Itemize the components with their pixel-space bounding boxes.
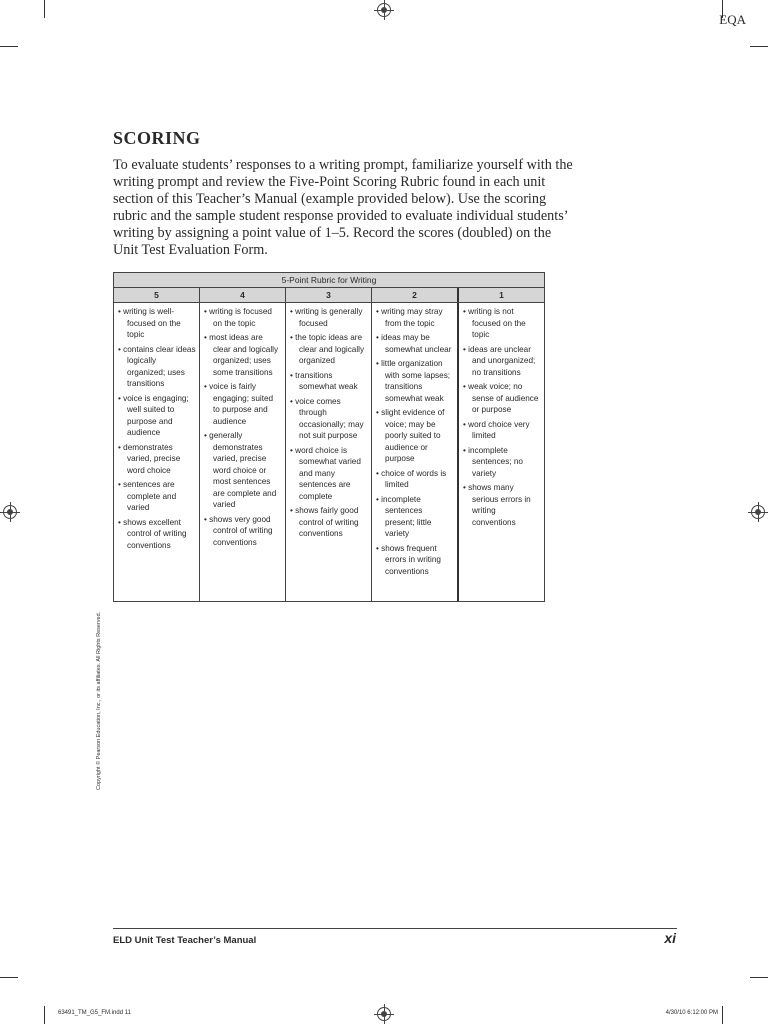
criterion-lead: voice is bbox=[123, 393, 151, 403]
registration-mark-icon bbox=[377, 3, 391, 17]
criterion-text: shows frequent errors in writing conventions bbox=[381, 543, 441, 576]
criterion-text: varied, precise word choice bbox=[127, 454, 181, 475]
rubric-criterion bbox=[204, 306, 282, 329]
criterion-lead: voice comes bbox=[295, 396, 341, 406]
rubric-criterion bbox=[118, 517, 196, 552]
registration-mark-icon bbox=[377, 1007, 391, 1021]
rubric-criterion bbox=[376, 468, 454, 491]
criterion-text: control of writing conventions bbox=[299, 517, 359, 538]
rubric-criterion bbox=[204, 332, 282, 378]
criterion-lead: contains clear bbox=[123, 344, 174, 354]
criterion-text: demonstrates varied, precise word choice or most sentences are complete and varied bbox=[213, 442, 277, 509]
registration-mark-icon bbox=[3, 505, 17, 519]
criterion-text: ideas are unclear and unorganized; no transitions bbox=[468, 344, 536, 377]
rubric-criterion bbox=[290, 306, 368, 329]
rubric-header-row bbox=[114, 288, 544, 303]
criterion-lead: writing is focused bbox=[209, 307, 272, 316]
criterion-lead: the topic ideas bbox=[295, 333, 348, 342]
corner-code: EQA bbox=[719, 12, 746, 27]
criterion-lead: sentences are bbox=[123, 480, 175, 489]
score-header-2: 2 bbox=[371, 288, 457, 302]
crop-mark bbox=[750, 46, 768, 47]
rubric-criterion bbox=[463, 381, 541, 416]
rubric-criterion bbox=[290, 370, 368, 393]
criterion-text: engaging; suited to purpose and audience bbox=[213, 393, 274, 426]
criterion-text: weak voice; no sense of audience or purpose bbox=[468, 382, 539, 414]
crop-mark bbox=[44, 1006, 45, 1024]
criterion-text: focused on the topic bbox=[127, 318, 181, 339]
criterion-text: ideas logically organized; uses transitions bbox=[127, 344, 196, 388]
rubric-criterion bbox=[118, 393, 196, 439]
criterion-text: through occasionally; may not suit purpose bbox=[299, 408, 364, 440]
rubric-column bbox=[285, 303, 371, 601]
criterion-lead: most ideas are bbox=[209, 333, 263, 342]
criterion-lead: word choice bbox=[295, 445, 339, 455]
criterion-lead: transitions bbox=[295, 370, 333, 380]
rubric-criterion bbox=[376, 407, 454, 465]
rubric-criterion bbox=[463, 306, 541, 341]
intro-paragraph: To evaluate students’ responses to a writing prompt, familiarize yourself with the writing prompt and review the Five-Point Scoring Rubric found in each unit section of this Teacher’s Manual (example provided below). Use the scoring rubric and the sample student response provided to evaluate individual students’ writing by assigning a point value of 1–5. Record the scores (doubled) on the Unit Test Evaluation Form. bbox=[113, 157, 573, 258]
criterion-text: generally focused bbox=[299, 307, 363, 328]
rubric-criterion bbox=[463, 419, 541, 442]
copyright-notice: Copyright © Pearson Education, Inc., or its affiliates. All Rights Reserved. bbox=[96, 611, 102, 790]
criterion-text: choice of words is limited bbox=[381, 468, 447, 489]
rubric-column bbox=[114, 303, 199, 601]
crop-mark bbox=[722, 1006, 723, 1024]
score-header-1: 1 bbox=[457, 288, 544, 302]
rubric-criterion bbox=[376, 332, 454, 355]
rubric-criterion bbox=[204, 381, 282, 427]
rubric-criterion bbox=[463, 482, 541, 528]
rubric-criterion bbox=[463, 344, 541, 379]
criterion-text: incomplete sentences present; little variety bbox=[381, 494, 432, 538]
page-number: xi bbox=[664, 930, 676, 946]
criterion-lead: writing is well- bbox=[123, 307, 175, 316]
criterion-text: writing is not focused on the topic bbox=[468, 307, 526, 339]
criterion-text: slight evidence of voice; may be poorly suited to audience or purpose bbox=[381, 408, 445, 463]
rubric-title: 5-Point Rubric for Writing bbox=[114, 273, 544, 288]
criterion-text: ideas may be somewhat unclear bbox=[381, 333, 452, 354]
criterion-text: clear and logically organized; uses some transitions bbox=[213, 344, 279, 377]
rubric-body bbox=[114, 303, 544, 601]
criterion-text: is somewhat varied and many sentences are complete bbox=[299, 445, 361, 501]
crop-mark bbox=[750, 977, 768, 978]
footer-rule bbox=[113, 928, 677, 929]
criterion-text: on the topic bbox=[213, 318, 256, 328]
criterion-lead: shows very good bbox=[209, 514, 271, 524]
rubric-criterion bbox=[118, 479, 196, 514]
criterion-lead: shows fairly good bbox=[295, 506, 359, 515]
rubric-criterion bbox=[290, 505, 368, 540]
rubric-column bbox=[371, 303, 457, 601]
rubric-table bbox=[113, 272, 545, 602]
criterion-text: incomplete sentences; no variety bbox=[468, 445, 523, 478]
rubric-criterion bbox=[290, 332, 368, 367]
criterion-lead: demonstrates bbox=[123, 442, 173, 452]
section-heading: SCORING bbox=[113, 128, 201, 148]
crop-mark bbox=[44, 0, 45, 18]
criterion-lead: generally bbox=[209, 431, 243, 440]
rubric-criterion bbox=[204, 514, 282, 549]
criterion-text: complete and varied bbox=[127, 491, 177, 512]
rubric-column bbox=[457, 303, 544, 601]
criterion-lead: writing is bbox=[295, 307, 328, 316]
rubric-criterion bbox=[290, 396, 368, 442]
criterion-lead: voice is fairly bbox=[209, 382, 257, 391]
footer-title: ELD Unit Test Teacher’s Manual bbox=[113, 935, 257, 946]
rubric-criterion bbox=[118, 306, 196, 341]
rubric-criterion bbox=[290, 445, 368, 503]
rubric-criterion bbox=[118, 344, 196, 390]
rubric-criterion bbox=[118, 442, 196, 477]
criterion-text: little organization with some lapses; transitions somewhat weak bbox=[381, 359, 451, 403]
criterion-text: somewhat weak bbox=[299, 382, 358, 391]
criterion-text: are clear and logically organized bbox=[299, 333, 365, 365]
rubric-criterion bbox=[463, 445, 541, 480]
criterion-lead: shows excellent bbox=[123, 517, 181, 527]
criterion-text: writing may stray from the topic bbox=[381, 307, 443, 328]
rubric-criterion bbox=[376, 494, 454, 540]
criterion-text: engaging; well suited to purpose and audience bbox=[127, 393, 189, 437]
registration-mark-icon bbox=[751, 505, 765, 519]
slug-timestamp: 4/30/10 6:12:00 PM bbox=[665, 1010, 718, 1016]
score-header-3: 3 bbox=[285, 288, 371, 302]
slug-filename: 63491_TM_G5_FM.indd 11 bbox=[58, 1010, 131, 1016]
criterion-text: word choice very limited bbox=[468, 419, 530, 440]
rubric-column bbox=[199, 303, 285, 601]
rubric-criterion bbox=[376, 358, 454, 404]
rubric-criterion bbox=[376, 306, 454, 329]
rubric-criterion bbox=[204, 430, 282, 511]
criterion-text: shows many serious errors in writing conventions bbox=[468, 483, 531, 527]
criterion-text: control of writing conventions bbox=[213, 526, 273, 547]
criterion-text: control of writing conventions bbox=[127, 529, 187, 550]
crop-mark bbox=[0, 46, 18, 47]
rubric-criterion bbox=[376, 543, 454, 578]
crop-mark bbox=[0, 977, 18, 978]
score-header-5: 5 bbox=[154, 290, 159, 300]
score-header-4: 4 bbox=[199, 288, 285, 302]
